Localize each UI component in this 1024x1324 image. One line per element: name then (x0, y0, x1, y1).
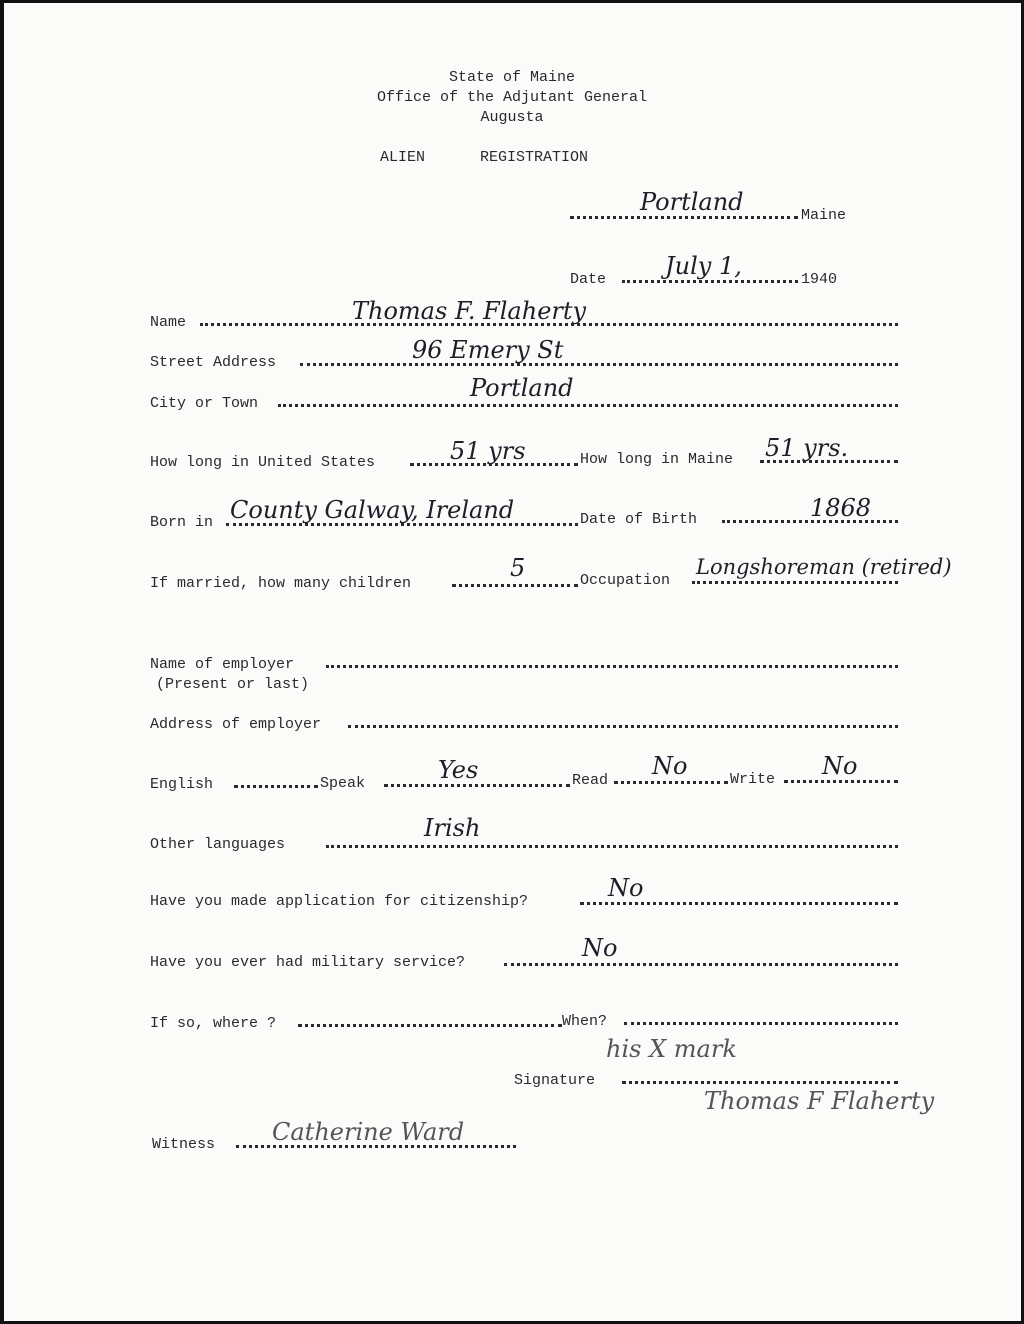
header-alien: ALIEN (380, 149, 426, 166)
name-label: Name (150, 314, 187, 331)
children-label: If married, how many children (150, 575, 412, 592)
write-label: Write (730, 771, 776, 788)
english-dots (234, 783, 318, 788)
date-value: July 1, (665, 252, 742, 280)
city-label: City or Town (150, 395, 259, 412)
signature-value: Thomas F Flaherty (704, 1087, 935, 1115)
header-state: State of Maine (448, 69, 576, 86)
military-label: Have you ever had military service? (150, 954, 466, 971)
citizenship-label: Have you made application for citizenship? (150, 893, 529, 910)
us-value: 51 yrs (450, 437, 526, 465)
maine-value: 51 yrs. (765, 434, 849, 462)
english-label: English (150, 776, 214, 793)
header-office: Office of the Adjutant General (376, 89, 648, 106)
us-label: How long in United States (150, 454, 376, 471)
born-label: Born in (150, 514, 214, 531)
children-dots (452, 582, 578, 587)
occupation-label: Occupation (580, 572, 671, 589)
occupation-value: Longshoreman (retired) (696, 555, 952, 579)
header-city: Augusta (480, 109, 544, 126)
date-label: Date (570, 271, 607, 288)
street-label: Street Address (150, 354, 277, 371)
employer-sublabel: (Present or last) (156, 676, 310, 693)
employer-address-label: Address of employer (150, 716, 322, 733)
read-label: Read (572, 772, 609, 789)
signature-dots (622, 1079, 898, 1084)
employer-label: Name of employer (150, 656, 295, 673)
city-value: Portland (470, 374, 574, 402)
date-year: 1940 (801, 271, 838, 288)
scan-edge-top (0, 0, 1024, 3)
place-suffix: Maine (801, 207, 847, 224)
military-dots (504, 961, 898, 966)
born-value: County Galway, Ireland (230, 496, 515, 524)
read-value: No (652, 752, 688, 780)
when-label: When? (562, 1013, 608, 1030)
dob-label: Date of Birth (580, 511, 698, 528)
speak-label: Speak (320, 775, 366, 792)
employer-address-dots (348, 723, 898, 728)
place-value: Portland (640, 188, 744, 216)
dob-value: 1868 (810, 494, 872, 522)
signature-mark-note: his X mark (606, 1035, 737, 1063)
where-label: If so, where ? (150, 1015, 277, 1032)
other-languages-value: Irish (424, 814, 481, 842)
write-value: No (822, 752, 858, 780)
other-languages-dots (326, 843, 898, 848)
scan-edge-left (0, 0, 4, 1324)
where-dots (298, 1022, 562, 1027)
witness-value: Catherine Ward (272, 1118, 465, 1146)
header-registration: REGISTRATION (480, 149, 589, 166)
citizenship-value: No (608, 874, 644, 902)
street-value: 96 Emery St (412, 336, 564, 364)
maine-label: How long in Maine (580, 451, 734, 468)
military-value: No (582, 934, 618, 962)
witness-label: Witness (152, 1136, 216, 1153)
city-dots (278, 402, 898, 407)
other-languages-label: Other languages (150, 836, 286, 853)
when-dots (624, 1020, 898, 1025)
speak-value: Yes (438, 756, 479, 784)
signature-label: Signature (514, 1072, 596, 1089)
name-value: Thomas F. Flaherty (352, 297, 587, 325)
employer-dots (326, 663, 898, 668)
street-dots (300, 361, 898, 366)
children-value: 5 (510, 554, 526, 582)
